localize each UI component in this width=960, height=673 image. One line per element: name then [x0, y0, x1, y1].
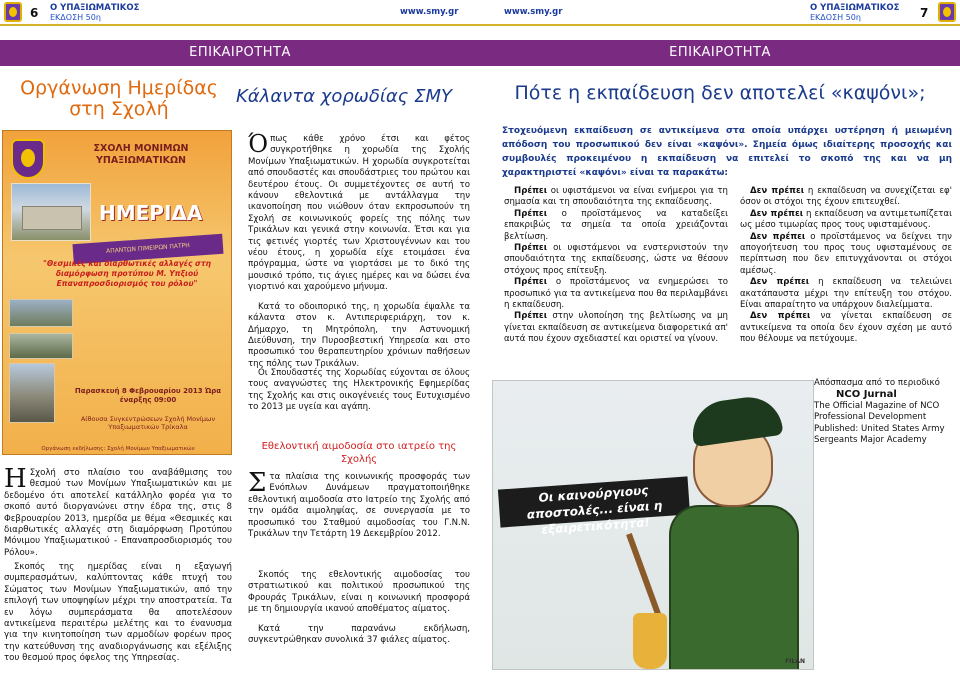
poster-banner: ΑΠΑΝΤΩΝ ΠΙΜΕΙΡΩΝ ΠΑΤΡΗ [72, 234, 223, 264]
brand-block [50, 3, 139, 23]
article-title-carols: Κάλαντα χορωδίας ΣΜΥ [236, 86, 452, 107]
page-header-left [0, 0, 480, 26]
blood-paragraph-3: Κατά την παρανάνω εκδήλωση, συγκεντρώθηκαν συνολικά 37 φιάλες αίματος. [248, 623, 470, 646]
blood-paragraph-2: Σκοπός της εθελοντικής αιμοδοσίας του στρατιωτικού και πολιτικού προσωπικού της Φρουράς Τρικάλων, είναι η κοινωνική προσφορά με τη δημιουργία ικανού αποθέματος αίματος. Κατά την παρανάνω εκδήλωση, συγκεντρώθηκαν συνολικά 37 φιάλες αίματος. [248, 570, 470, 646]
cartoon-beret [689, 393, 784, 447]
page-number: 6 [30, 6, 39, 20]
dont-list [740, 186, 952, 346]
magazine-logo-icon [4, 2, 22, 22]
source-line-2: Published: United States Army Sergeants Major Academy [814, 423, 945, 446]
website-link[interactable]: www.smy.gr [400, 7, 459, 17]
brand-block [810, 3, 899, 23]
list-item: Πρέπει ο προϊστάμενος να καταδείξει επακριβώς τα σημεία τα οποία χρειάζονται βελτίωση. [504, 208, 728, 242]
do-list [504, 186, 728, 346]
source-line-1: The Official Magazine of NCO Professional Development [814, 400, 940, 423]
seminar-poster [2, 130, 232, 455]
seminar-paragraph-2: Σκοπός της ημερίδας είναι η εξαγωγή συμπερασμάτων, καλύπτοντας κάθε πτυχή του Σώματος των Μονίμων Υπαξιωματικών, από την επιλογή των υποψηφίων μέχρι την αποστρατεία. Τα εν λόγω συμπεράσματα θα αποτελέσουν αντικείμενα περαιτέρω μελέτης και το ένανυσμα για την κινητοποίηση των αρμοδίων φορέων προς την κατεύθυνση της αναδιοργάνωσης και εξέλιξης του θεσμού προς όφελος της Υπηρεσίας. [4, 562, 232, 664]
page-number: 7 [920, 6, 929, 20]
list-item: Πρέπει οι υφιστάμενοι να ενστερνιστούν την σπουδαιότητα της εκπαίδευσης, ώστε να θέσουν στόχους προς επίτευξη. [504, 243, 728, 276]
carols-paragraph-3: Οι Σπουδαστές της Χορωδίας εύχονται σε όλους τους αναγνώστες της Ηλεκτρονικής Εφημερίδας της Σχολής και στις οικογένειές τους Ευτυχισμένο το 2013 με υγεία και αγάπη. [248, 368, 470, 413]
brand-subtitle: ΕΚΔΟΣΗ 50η [50, 13, 101, 22]
carols-paragraph-1: Όπως κάθε χρόνο έτσι και φέτος συγκροτήθηκε η χορωδία της Σχολής Μονίμων Υπαξιωματικών. Η χορωδία συγκροτείται από σπουδαστές και σπουδάστριες του πρώτου και δευτέρου έτους. Οι συμμετέχοντες σε αυτή το κάνουν εθελοντικά με αντάλλαγμα την ικανοποίηση που νιώθουν όταν εκπροσωπούν τη Σχολή σε κοινωνικούς φορείς της πόλης των Τρικάλων και γενικά στην κοινωνία. Έτσι και για τις φετινές γιορτές των Χριστουγέννων και του νέου έτους, η χορωδία είχε ετοιμάσει ένα πρόγραμμα, ώστε να γιορτάσει με το δικό της μουσικό τρόπο, τις άγιες ημέρες και να δώσει ένα γιορτινό και χαρούμενο μήνυμα. Κατά το οδοιπορικό της, η χορωδία έψαλλε τα κάλαντα στον κ. Αντιπεριφεριάρχη, τον κ. Δήμαρχο, τη Μητρόπολη, την Αστυνομική Διεύθυνση, την Πυροσβεστική Υπηρεσία και στο προσωπικό του θεραπευτηρίου χρόνιων παθήσεων της πόλης των Τρικάλων. [248, 130, 470, 369]
article-lead: Στοχευόμενη εκπαίδευση σε αντικείμενα στα οποία υπάρχει υστέρηση ή μειωμένη απόδοση του προσωπικού δεν είναι «καψόνι». Σημεία όμως ιδιαίτερης προσοχής και συμβουλές προκειμένου η εκπαίδευση να επιτελεί το σκοπό της και να μη χαρακτηριστεί «καψόνι» είναι τα παρακάτω: [502, 126, 952, 178]
list-item: Δεν πρέπει η εκπαίδευση να τελειώνει ακατάπαυστα μέχρι την επίτευξη του στόχου. Είναι απαραίτητο να υπάρχουν διαλείμματα. [740, 277, 952, 311]
seminar-paragraph-1: Η Σχολή στο πλαίσιο του αναβάθμισης του θεσμού των Μονίμων Υπαξιωματικών και με δεδομένο ότι αποτελεί κατάλληλο φορέα για το σκοπό αυτό διοργανώνει στην έδρα της, στις 8 Φεβρουαρίου 2013, ημερίδα με θέμα «Θεσμικές και διαρθωτικές αλλαγές στη διαμόρφωση Προτύπου Μόνιμου Υπαξιωματικού - Επαναπροσδιορισμός του Ρόλου». [4, 464, 232, 558]
poster-title: ΣΧΟΛΗ ΜΟΝΙΜΩΝ ΥΠΑΞΙΩΜΑΤΙΚΩΝ [93, 143, 189, 166]
cartoon-caption: Οι καινούργιους αποστολές... είναι η εξαιρετικότητα! [498, 476, 690, 527]
poster-quote: "Θεσμικές και διαρθωτικές αλλαγές στη διαμόρφωση προτύπου Μ. Υπξιού Επαναπροσδιορισμός του ρόλου" [43, 259, 211, 288]
list-item: Πρέπει στην υλοποίηση της βελτίωσης να μη γίνεται εκπαίδευση σε αντικείμενα διαφορετικά απ' αυτά που έχουν σχεδιαστεί και οριστεί να γίνουν. [504, 311, 728, 345]
school-crest-icon [11, 139, 45, 179]
dropcap: Η [4, 464, 27, 494]
brand-subtitle: ΕΚΔΟΣΗ 50η [810, 13, 861, 22]
magazine-logo-icon [938, 2, 956, 22]
poster-photo-tower [9, 363, 55, 423]
article-title-seminar: Οργάνωση Ημερίδας στη Σχολή [20, 77, 218, 120]
section-band: ΕΠΙΚΑΙΡΟΤΗΤΑ [480, 40, 960, 66]
list-item: Δεν πρέπει η εκπαίδευση να αντιμετωπίζεται ως μέσο τιμωρίας προς τους υφισταμένους. [740, 208, 952, 231]
poster-headline: ΗΜΕΡΙΔΑ [99, 201, 203, 225]
brand-title: Ο ΥΠΑΞΙΩΜΑΤΙΚΟΣ [50, 3, 140, 13]
cartoon-soldier-body [669, 505, 799, 670]
poster-place: Αίθουσα Συγκεντρώσεων Σχολή Μονίμων Υπαξιωματικών Τρίκαλα [80, 415, 216, 431]
soldier-cartoon [492, 380, 814, 670]
cartoon-broom-bristles [633, 613, 667, 669]
dropcap: Σ [248, 468, 267, 498]
section-band: ΕΠΙΚΑΙΡΟΤΗΤΑ [0, 40, 480, 66]
list-item: Πρέπει ο προϊστάμενος να ενημερώσει το προσωπικό για τα αντικείμενα που θα περιλαμβάνει η εκπαίδευση. [504, 277, 728, 311]
poster-photo-field [9, 333, 73, 359]
list-item: Δεν πρέπει να γίνεται εκπαίδευση σε αντικείμενα τα οποία δεν έχουν σχέση με αυτό που θέλουμε να πετύχουμε. [740, 311, 952, 345]
blood-paragraph-1: Στα πλαίσια της κοινωνικής προσφοράς των Ενόπλων Δυνάμεων πραγματοποιήθηκε εθελοντική αιμοδοσία στο Ιατρείο της Σχολής από την ομάδα αιμοληψίας, σε συνεργασία με το προσωπικό του Σταθμού αιμοδοσίας του Γ.Ν.Ν. Τρικάλων την Τετάρτη 19 Δεκεμβρίου 2012. [248, 468, 470, 540]
website-link[interactable]: www.smy.gr [504, 7, 563, 17]
dropcap: Ό [248, 130, 269, 158]
source-magazine: NCO Jurnal [836, 389, 897, 401]
article-title-blood: Εθελοντική αιμοδοσία στο ιατρείο της Σχολής [261, 441, 457, 465]
poster-photo-building [11, 183, 91, 241]
page-header-right [480, 0, 960, 26]
list-item: Δεν πρέπει η εκπαίδευση να συνεχίζεται εφ' όσον οι στόχοι της έχουν επιτευχθεί. [740, 186, 952, 208]
brand-title: Ο ΥΠΑΞΙΩΜΑΤΙΚΟΣ [810, 3, 900, 13]
carols-paragraph-2: Κατά το οδοιπορικό της, η χορωδία έψαλλε τα κάλαντα στον κ. Αντιπεριφεριάρχη, τον κ. Δήμαρχο, τη Μητρόπολη, την Αστυνομική Διεύθυνση, την Πυροσβεστική Υπηρεσία και στο προσωπικό του θεραπευτηρίου χρόνιων παθήσεων της πόλης των Τρικάλων. [248, 301, 470, 369]
list-item: Δεν πρέπει ο προϊστάμενος να δείχνει την απογοήτευση του προς τους υφισταμένους σε περίπτωση που δεν επιτυγχάνονται οι στόχοι αμέσως. [740, 231, 952, 276]
poster-date: Παρασκευή 8 Φεβρουαρίου 2013 Ώρα έναρξης 09:00 [74, 387, 222, 404]
cartoon-signature: FILAN [785, 658, 805, 665]
source-intro: Απόσπασμα από το περιοδικό [814, 378, 940, 388]
poster-organizer: Οργάνωση εκδήλωσης: Σχολή Μονίμων Υπαξιωματικών [41, 446, 195, 452]
right-page [480, 0, 960, 673]
poster-photo-parade [9, 299, 73, 327]
article-title-training: Πότε η εκπαίδευση δεν αποτελεί «καψόνι»; [514, 82, 926, 104]
list-item: Πρέπει οι υφιστάμενοι να είναι ενήμεροι για τη σημασία και τη σπουδαιότητα της εκπαίδευσης. [504, 186, 728, 208]
source-credit [814, 378, 954, 446]
